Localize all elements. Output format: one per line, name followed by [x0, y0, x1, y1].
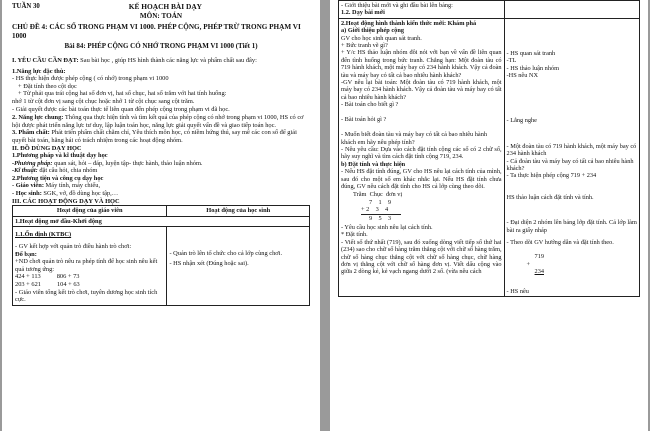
quality-paragraph [12, 129, 310, 144]
teacher-cell [339, 18, 505, 297]
section-heading: 1.Năng lực đặc thù: [12, 67, 66, 75]
chapter-title: CHỦ ĐỀ 4: CÁC SỐ TRONG PHẠM VI 1000. PHÉP CỘNG, PHÉP TRỪ TRONG PHẠM VI 1000 [12, 23, 301, 40]
subsection-heading: 1.1.Ổn định (KTBC) [15, 231, 72, 239]
goals-paragraph [12, 57, 310, 65]
text-line: 424 + 113 806 + 73 [15, 273, 80, 281]
calc-plus: + [526, 260, 531, 268]
calc-number: 719 [534, 252, 544, 260]
text-line: - Giới thiệu bài mới và ghi đầu bài lên bảng: [341, 2, 453, 9]
text-line: - HS quan sát tranh [506, 49, 556, 57]
text-line: -GV nêu lại bài toán: Một đoàn tàu có 719 hành khách, một máy bay có 234 hành khách. Vậy cả đoàn tàu và máy bay có tất cả bao nhiêu hành khách? [341, 79, 502, 101]
text-line: Đố bạn: [15, 250, 37, 258]
place-value-row: 9 5 3 [369, 214, 392, 222]
week-label: TUẦN 30 [12, 3, 40, 10]
text-line: - Giải quyết được các bài toán thực tế liên quan đến phép cộng trong phạm vi đã học. [12, 105, 230, 113]
text-line: + Đặt tính theo cột dọc [18, 82, 77, 90]
calc-number: 234 [534, 267, 544, 275]
student-cell [167, 227, 310, 305]
text-line: nhớ 1 từ cột đơn vị sang cột chục hoặc nhớ 1 từ cột chục sang cột trăm. [12, 97, 195, 105]
text-line: -HS nêu NX [506, 72, 539, 80]
text-line: - Theo dõi GV hướng dẫn và đặt tính theo. [506, 239, 614, 247]
text-line: - GV kết hợp với quản trò điều hành trò chơi: [15, 243, 132, 251]
place-value-layout [353, 191, 502, 222]
text-line: + Từ phải qua trái cộng hai số đơn vị, hai số chục, hai số trăm với hai tính huống: [18, 90, 227, 98]
label: -Phương pháp: [12, 159, 53, 167]
section-heading: III. CÁC HOẠT ĐỘNG DẠY VÀ HỌC [12, 197, 120, 205]
text-line: 203 + 621 104 + 63 [15, 281, 80, 288]
text-line: - Viết số thứ nhất (719), sau đó xuống dòng viết tiếp số thứ hai (234) sao cho chữ số hàng trăm thẳng cột với chữ số hàng trăm, chữ số hàng chục thẳng cột với chữ số hàng chục, chữ hàng đơn vị thẳng cột với chữ số hàng đơn vị. Viết dấu cộng vào giữa 2 dòng kẻ, kẻ vạch ngang dưới 2 số. (vừa nêu cách [341, 238, 502, 276]
teacher-cell [13, 227, 167, 305]
document-page-left [2, 0, 320, 431]
teacher-cell [339, 1, 505, 19]
text-line [12, 190, 310, 198]
document-page-right [330, 0, 648, 431]
spacer [341, 109, 502, 116]
text-line: * Đặt tính. [341, 231, 368, 239]
text-line: Thông qua thực hiện tính và tìm kết quả của phép cộng có nhớ trong phạm vi 1000, HS có cơ hội được phát triển năng lực tư duy, lập luận toán học, năng lực giải quyết vấn đề và giao tiếp toán học. [12, 114, 304, 129]
value: SGK, vở, đồ dùng học tập,… [41, 190, 119, 198]
text-line: - Nếu HS đặt tính đúng, GV cho HS nêu lại cách tính của mình, sau đó cho một số em khác nhắc lại. Nếu HS đặt tính chưa đúng, GV nêu cách đặt tính cho HS cả lớp cùng theo dõi. [341, 168, 502, 190]
text-line: Phát triển phẩm chất chăm chỉ, Yêu thích môn học, có niềm hứng thú, say mê các con số để giải quyết bài toán, hăng hái có trách nhiệm trong các hoạt động nhóm. [12, 129, 297, 144]
activities-table [12, 205, 310, 306]
subsection-heading: a) Giới thiệu phép cộng [341, 27, 404, 35]
subject-title: MÔN: TOÁN [139, 11, 183, 20]
text-line: - Đại diện 2 nhóm lên bảng lớp đặt tính. Cả lớp làm bài ra giấy nháp [506, 219, 637, 234]
label: -Kĩ thuật: [12, 167, 38, 175]
text-line: - Một đoàn tàu có 719 hành khách, một máy bay có 234 hành khách [506, 142, 637, 158]
text-line [12, 182, 310, 190]
label: - Học sinh: [12, 190, 42, 198]
label: - Giáo viên: [12, 182, 44, 190]
page-header [12, 3, 310, 11]
subsection-heading: 1.2. Dạy bài mới [341, 9, 385, 17]
text-line: GV cho học sinh quan sát tranh. [341, 34, 422, 42]
value: quan sát, hỏi – đáp, luyện tập- thực hành, thảo luận nhóm. [52, 159, 203, 167]
text-line: - Muốn biết đoàn tàu và máy bay có tất cả bao nhiêu hành khách em hãy nêu phép tính? [341, 131, 488, 146]
spacer [341, 123, 502, 131]
goals-intro: Sau bài học , giúp HS hình thành các năng lực và phẩm chất sau đây: [78, 56, 257, 64]
text-line: - Lắng nghe [506, 117, 537, 125]
text-line: +ND chơi quản trò nêu ra phép tính để học sinh nêu kết quả tương ứng: [15, 258, 158, 273]
activity-heading: 2.Hoạt động hình thành kiến thức mới: Khám phá [341, 19, 477, 27]
place-value-header: Trăm Chục đơn vị [353, 191, 403, 199]
student-cell [504, 18, 639, 297]
column-calculation [507, 253, 637, 276]
text-line: - Bài toán hỏi gì ? [341, 115, 387, 123]
text-line: - Cả đoàn tàu và máy bay có tất cả bao nhiêu hành khách? [506, 157, 634, 173]
text-line: -TL [506, 57, 517, 65]
text-line: - HS nêu [506, 287, 529, 295]
goals-heading: I. YÊU CẦU CẦN ĐẠT: [12, 56, 79, 64]
text-line [12, 167, 310, 175]
section-heading: 2.Phương tiện và công cụ dạy học [12, 174, 104, 182]
text-line: - HS thực hiện được phép cộng ( có nhớ) trong phạm vi 1000 [12, 75, 169, 83]
place-value-row: 7 1 9 [369, 198, 392, 206]
competence-paragraph [12, 114, 310, 129]
text-line: - Quản trò lên tổ chức cho cả lớp cùng chơi. [169, 250, 283, 258]
subsection-heading: b) Đặt tính và thực hiện [341, 160, 406, 168]
document-title: KẾ HOẠCH BÀI DẠY [128, 2, 202, 11]
lesson-title: Bài 84: PHÉP CỘNG CÓ NHỚ TRONG PHẠM VI 1000 (Tiết 1) [64, 42, 258, 51]
value: Máy tính, máy chiếu, [43, 182, 101, 190]
text-line: HS thảo luận cách đặt tính và tính. [506, 193, 594, 201]
text-line: - HS thảo luận nhóm [506, 64, 560, 72]
column-header-teacher: Hoạt động của giáo viên [13, 206, 167, 217]
text-line: - Yêu cầu học sinh nêu lại cách tính. [341, 223, 433, 231]
activity-heading: 1.Hoạt động mở đầu-Khởi động [13, 216, 310, 227]
student-cell [504, 1, 639, 19]
activities-table-continued [338, 0, 640, 297]
section-heading: 3. Phẩm chất: [12, 129, 50, 137]
text-line: - Bài toán cho biết gì ? [341, 101, 399, 109]
text-line: + Bức tranh vẽ gì? [341, 42, 388, 50]
text-line: + Y/c HS thảo luận nhóm đôi nói với bạn về vấn đề liên quan đến tình huống trong bức tranh. Chẳng hạn: Một đoàn tàu có 719 hành khách, một máy bay có 234 hành khách. Vậy cả đoàn tàu và máy bay có tất cả bao nhiêu hành khách? [341, 49, 502, 79]
section-heading: 2. Năng lực chung: [12, 114, 64, 122]
column-header-student: Hoạt động của học sinh [167, 206, 310, 217]
text-line [12, 160, 310, 168]
text-line: - HS nhận xét (Đúng hoặc sai). [169, 260, 249, 268]
section-heading: 1.Phương pháp và kĩ thuật dạy học [12, 152, 108, 160]
place-value-row: + 2 3 4 [361, 206, 401, 214]
value: đặt câu hỏi, chia nhóm [37, 167, 98, 175]
section-heading: II. ĐỒ DÙNG DẠY HỌC [12, 144, 82, 152]
text-line: - Ta thực hiện phép cộng 719 + 234 [506, 172, 597, 180]
text-line: - Nêu yêu cầu: Dựa vào cách đặt tính cộng các số có 2 chữ số, hãy suy nghĩ và tìm cách đặt tính cộng 719, 234. [341, 145, 502, 161]
text-line: - Giáo viên tổng kết trò chơi, tuyên dương học sinh tích cực. [15, 288, 158, 304]
